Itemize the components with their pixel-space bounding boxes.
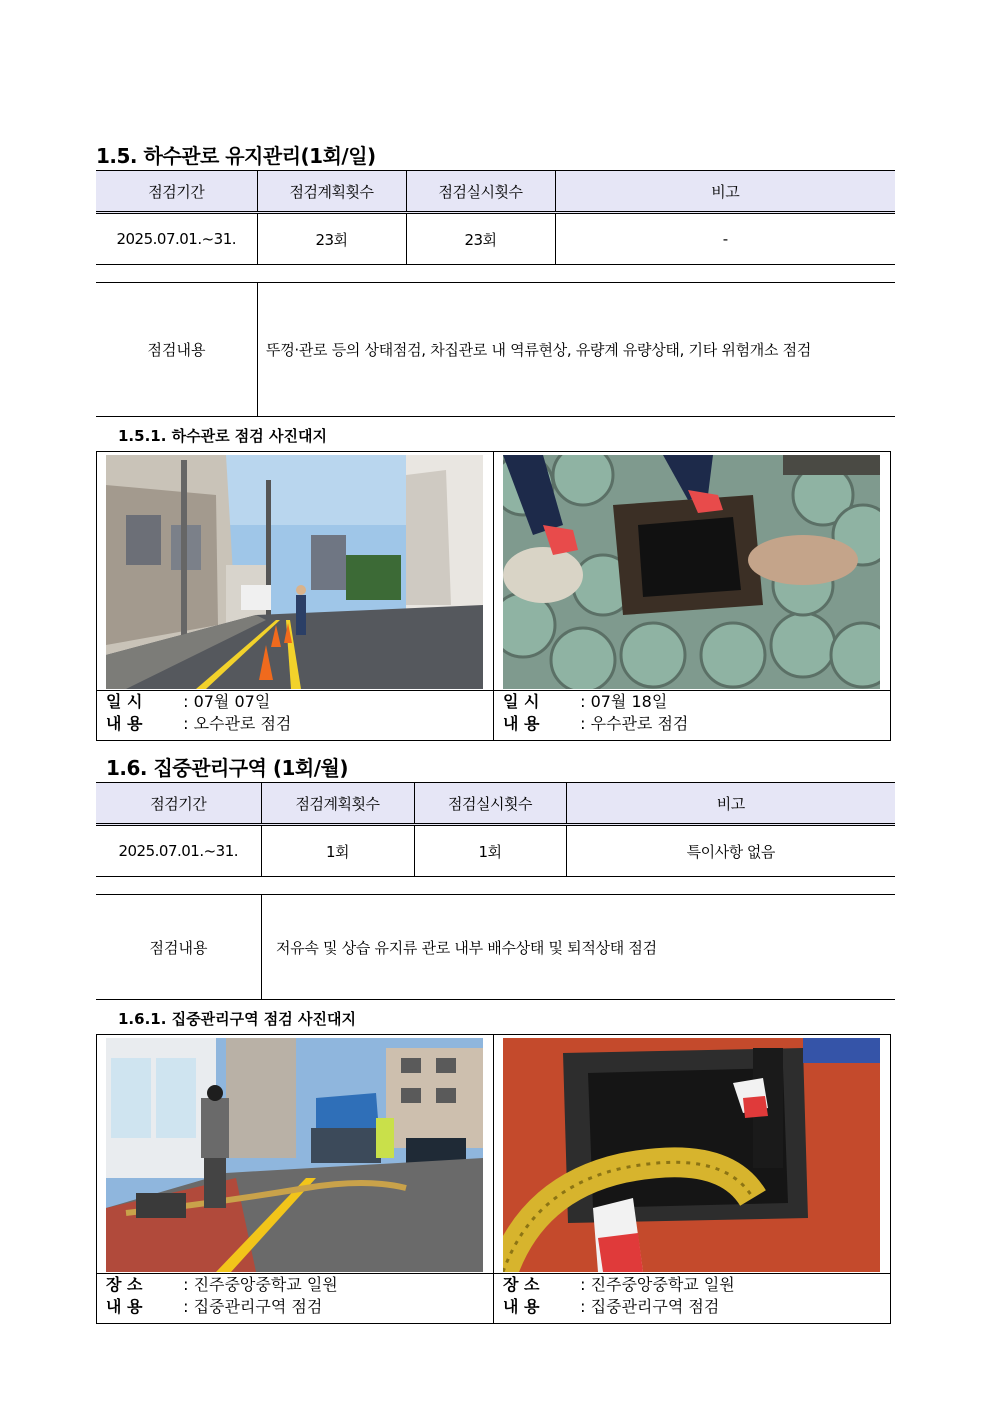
section-title-1-6: 1.6. 집중관리구역 (1회/월) xyxy=(106,756,349,780)
photo-street-inspection xyxy=(106,455,483,689)
inspection-content-1-5 xyxy=(96,282,895,417)
caption-value: 집중관리구역 점검 xyxy=(193,1297,323,1316)
sub-title-1-6-1: 1.6.1. 집중관리구역 점검 사진대지 xyxy=(118,1010,356,1028)
caption-key: 내 용 xyxy=(106,1297,143,1316)
caption-photo-2: 일 시 : 07월 18일 내 용 : 우수관로 점검 xyxy=(503,692,689,733)
cell-remarks: - xyxy=(555,213,895,265)
caption-key: 일 시 xyxy=(503,692,540,711)
sub-title-1-5-1: 1.5.1. 하수관로 점검 사진대지 xyxy=(118,427,327,445)
header-planned: 점검계획횟수 xyxy=(257,171,406,213)
content-label: 점검내용 xyxy=(96,895,262,999)
maintenance-table-1-5 xyxy=(96,170,895,265)
caption-value: 오수관로 점검 xyxy=(193,714,292,733)
caption-photo-4: 장 소 : 진주중앙중학교 일원 내 용 : 집중관리구역 점검 xyxy=(503,1275,735,1316)
caption-photo-1: 일 시 : 07월 07일 내 용 : 오수관로 점검 xyxy=(106,692,292,733)
header-remarks: 비고 xyxy=(566,783,895,825)
cell-remarks: 특이사항 없음 xyxy=(566,825,895,877)
content-text: 저유속 및 상습 유지류 관로 내부 배수상태 및 퇴적상태 점검 xyxy=(276,938,657,957)
header-period: 점검기간 xyxy=(96,783,261,825)
caption-value: 진주중앙중학교 일원 xyxy=(590,1275,735,1294)
caption-key: 장 소 xyxy=(503,1275,540,1294)
inspection-content-1-6 xyxy=(96,894,895,1000)
header-remarks: 비고 xyxy=(555,171,895,213)
cell-planned: 1회 xyxy=(261,825,414,877)
caption-key: 내 용 xyxy=(106,714,143,733)
header-done: 점검실시횟수 xyxy=(414,783,566,825)
header-planned: 점검계획횟수 xyxy=(261,783,414,825)
caption-key: 내 용 xyxy=(503,1297,540,1316)
caption-value: 07월 18일 xyxy=(590,692,668,711)
cell-done: 1회 xyxy=(414,825,566,877)
caption-key: 장 소 xyxy=(106,1275,143,1294)
cell-planned: 23회 xyxy=(257,213,406,265)
caption-value: 진주중앙중학교 일원 xyxy=(193,1275,338,1294)
caption-key: 일 시 xyxy=(106,692,143,711)
section-title-1-5: 1.5. 하수관로 유지관리(1회/일) xyxy=(96,144,376,168)
header-done: 점검실시횟수 xyxy=(406,171,555,213)
caption-value: 집중관리구역 점검 xyxy=(590,1297,720,1316)
caption-key: 내 용 xyxy=(503,714,540,733)
caption-value: 우수관로 점검 xyxy=(590,714,689,733)
cell-period: 2025.07.01.~31. xyxy=(96,213,257,265)
maintenance-table-1-6 xyxy=(96,782,895,877)
header-period: 점검기간 xyxy=(96,171,257,213)
cell-done: 23회 xyxy=(406,213,555,265)
content-label: 점검내용 xyxy=(96,283,258,416)
photo-vacuum-truck xyxy=(106,1038,483,1272)
content-text: 뚜껑·관로 등의 상태점검, 차집관로 내 역류현상, 유량계 유량상태, 기타 위험개소 점검 xyxy=(266,341,812,359)
cell-period: 2025.07.01.~31. xyxy=(96,825,261,877)
photo-manhole-inspection xyxy=(503,455,880,689)
caption-value: 07월 07일 xyxy=(193,692,271,711)
photo-hose-manhole xyxy=(503,1038,880,1272)
caption-photo-3: 장 소 : 진주중앙중학교 일원 내 용 : 집중관리구역 점검 xyxy=(106,1275,338,1316)
